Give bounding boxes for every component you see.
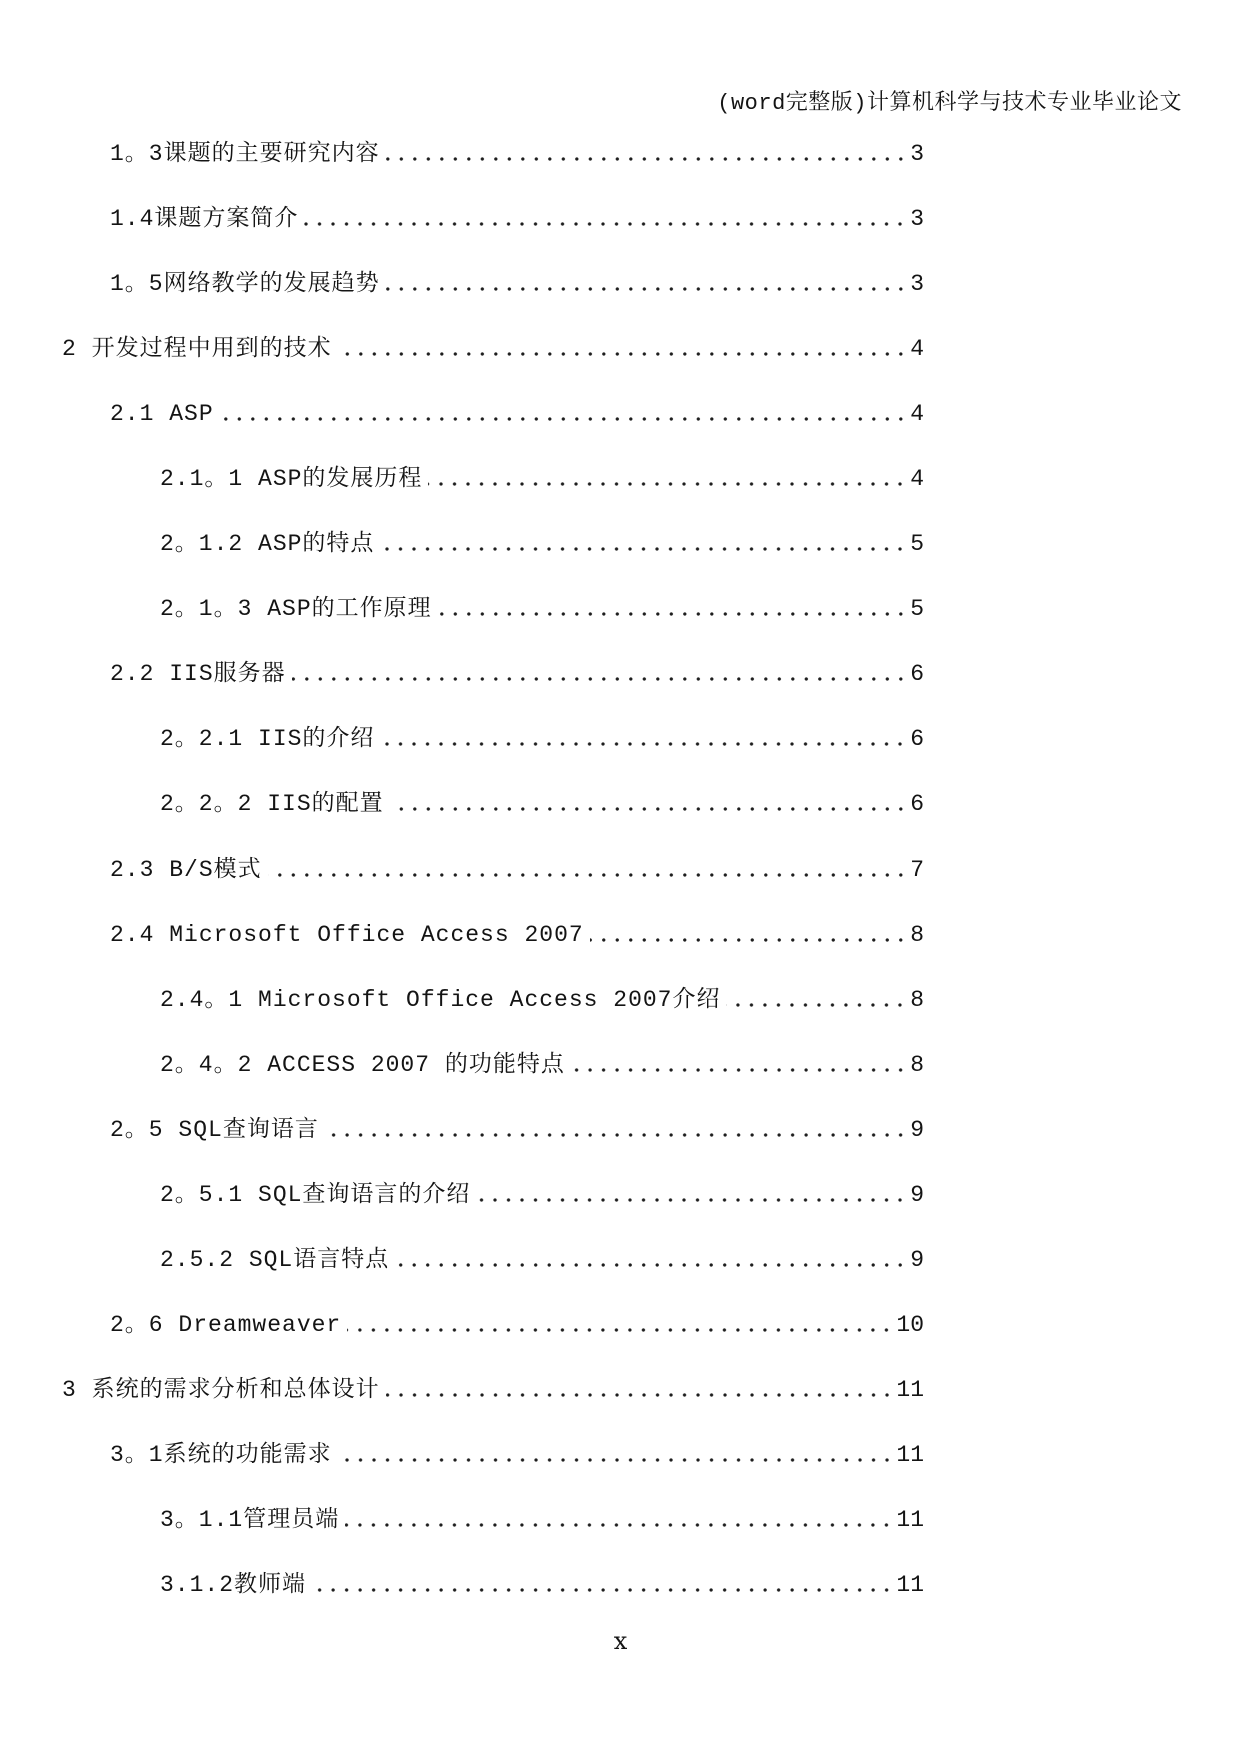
toc-entry: [0, 382, 924, 447]
toc-entry: [0, 903, 924, 968]
toc-entry-title: 2。5 SQL查询语言: [110, 1116, 319, 1143]
toc-entry: [0, 1098, 924, 1163]
toc-entry: [0, 642, 924, 707]
dot-leader: [220, 382, 908, 447]
dot-leader: [347, 1293, 893, 1358]
toc-entry: [0, 1358, 924, 1423]
dot-leader: [325, 1098, 907, 1163]
toc-entry-title: 2.1。1 ASP的发展历程: [160, 466, 423, 493]
dot-leader: [395, 1228, 907, 1293]
dot-leader: [380, 707, 907, 772]
dot-leader: [726, 968, 907, 1033]
toc-entry: [0, 252, 924, 317]
dot-leader: [292, 642, 908, 707]
toc-entry-title: 2 开发过程中用到的技术: [62, 336, 332, 363]
toc-entry-page: 8: [910, 1051, 924, 1078]
toc-entry-page: 4: [910, 401, 924, 428]
toc-entry-title: 2.1 ASP: [110, 401, 214, 428]
toc-entry-title: 2。1.2 ASP的特点: [160, 531, 375, 558]
toc-entry: [0, 447, 924, 512]
dot-leader: [571, 1033, 907, 1098]
toc-entry-title: 2。4。2 ACCESS 2007 的功能特点: [160, 1051, 565, 1078]
toc-entry-page: 5: [910, 531, 924, 558]
page-number: x: [613, 1627, 628, 1655]
toc-entry-title: 3。1系统的功能需求: [110, 1441, 332, 1468]
toc-entry-page: 4: [910, 336, 924, 363]
toc-entry-title: 2。5.1 SQL查询语言的介绍: [160, 1181, 471, 1208]
toc-entry-page: 8: [910, 986, 924, 1013]
dot-leader: [590, 903, 908, 968]
dot-leader: [386, 1358, 894, 1423]
toc-entry-title: 2。2。2 IIS的配置: [160, 791, 384, 818]
toc-entry-page: 3: [910, 206, 924, 233]
toc-entry: [0, 968, 924, 1033]
toc-entry-page: 6: [910, 661, 924, 688]
toc-entry-title: 2。2.1 IIS的介绍: [160, 726, 375, 753]
running-header: (word完整版)计算机科学与技术专业毕业论文: [717, 91, 1182, 116]
toc-entry-page: 3: [910, 271, 924, 298]
toc-entry: [0, 512, 924, 577]
toc-entry-page: 9: [910, 1181, 924, 1208]
dot-leader: [338, 1423, 894, 1488]
toc-entry-title: 2。1。3 ASP的工作原理: [160, 596, 432, 623]
dot-leader: [438, 577, 908, 642]
toc-entry-page: 5: [910, 596, 924, 623]
toc-entry-page: 11: [896, 1572, 924, 1599]
toc-entry-title: 2.5.2 SQL语言特点: [160, 1246, 390, 1273]
toc-entry: [0, 707, 924, 772]
dot-leader: [345, 1488, 893, 1553]
toc-entry-page: 8: [910, 921, 924, 948]
toc-entry: [0, 838, 924, 903]
toc-entry-page: 10: [896, 1311, 924, 1338]
toc-entry: [0, 1163, 924, 1228]
toc-entry-title: 3 系统的需求分析和总体设计: [62, 1376, 380, 1403]
toc-entry: [0, 1293, 924, 1358]
toc-entry: [0, 1488, 924, 1553]
toc-entry: [0, 1228, 924, 1293]
dot-leader: [386, 252, 908, 317]
toc-entry-page: 6: [910, 791, 924, 818]
dot-leader: [312, 1553, 893, 1618]
toc-entry-title: 2.4 Microsoft Office Access 2007: [110, 921, 584, 948]
toc-entry-title: 1。5网络教学的发展趋势: [110, 271, 380, 298]
toc-entry-page: 9: [910, 1246, 924, 1273]
toc-entry: [0, 1033, 924, 1098]
toc-entry: [0, 317, 924, 382]
dot-leader: [428, 447, 907, 512]
table-of-contents: [0, 122, 924, 1618]
toc-entry-title: 2.2 IIS服务器: [110, 661, 286, 688]
toc-entry-title: 2.4。1 Microsoft Office Access 2007介绍: [160, 986, 721, 1013]
toc-entry-title: 1.4课题方案简介: [110, 206, 299, 233]
dot-leader: [304, 187, 907, 252]
toc-entry-title: 2。6 Dreamweaver: [110, 1311, 342, 1338]
dot-leader: [380, 512, 907, 577]
toc-entry-page: 11: [896, 1441, 924, 1468]
dot-leader: [338, 317, 908, 382]
toc-entry: [0, 122, 924, 187]
toc-entry-title: 3.1.2教师端: [160, 1572, 307, 1599]
toc-entry-page: 6: [910, 726, 924, 753]
toc-entry-page: 11: [896, 1376, 924, 1403]
toc-entry: [0, 772, 924, 837]
toc-entry: [0, 577, 924, 642]
toc-entry: [0, 1423, 924, 1488]
dot-leader: [386, 122, 908, 187]
dot-leader: [476, 1163, 907, 1228]
toc-entry-page: 9: [910, 1116, 924, 1143]
toc-entry: [0, 1553, 924, 1618]
toc-entry: [0, 187, 924, 252]
toc-entry-page: 3: [910, 141, 924, 167]
toc-entry-page: 11: [896, 1506, 924, 1533]
dot-leader: [268, 838, 908, 903]
toc-entry-title: 2.3 B/S模式: [110, 856, 262, 883]
toc-entry-page: 4: [910, 466, 924, 493]
toc-entry-title: 1。3课题的主要研究内容: [110, 141, 380, 167]
toc-entry-page: 7: [910, 856, 924, 883]
toc-entry-title: 3。1.1管理员端: [160, 1506, 340, 1533]
dot-leader: [390, 772, 908, 837]
